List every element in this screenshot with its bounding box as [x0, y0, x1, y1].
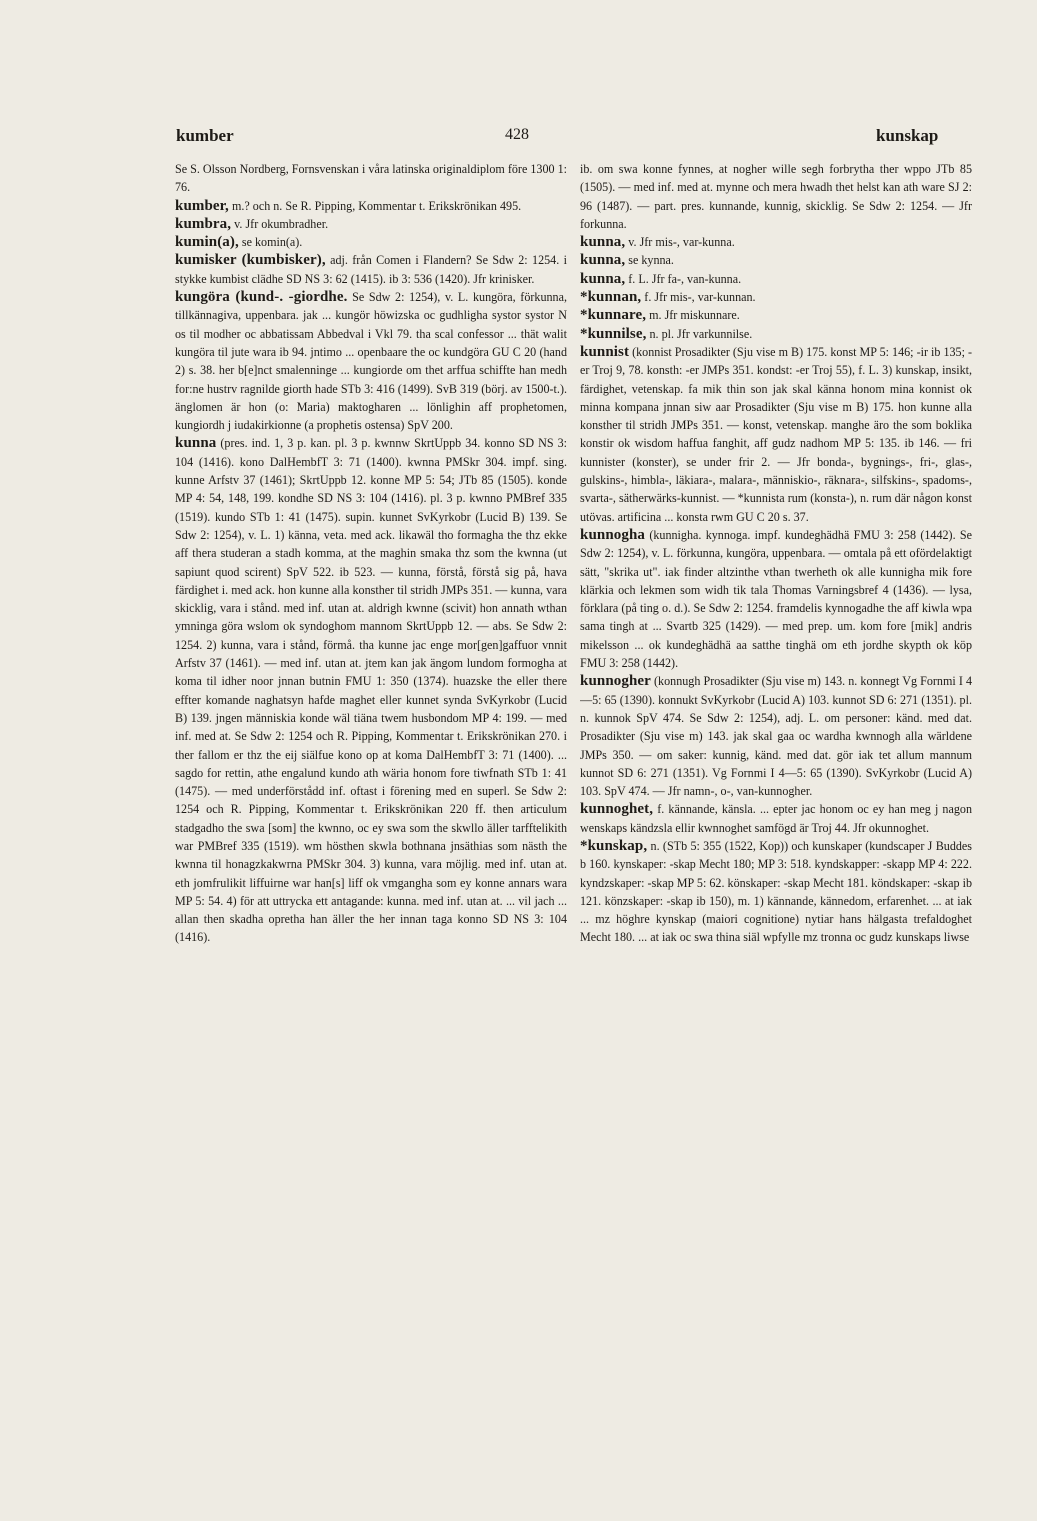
- entry: [580, 672, 972, 800]
- entry-headword: kungöra (kund-. -giordhe.: [175, 289, 348, 306]
- entry-text: ib. om swa konne fynnes, at nogher wille segh forbrytha ther wppo JTb 85 (1505). — med inf. med at. mynne och mera hwadh thet helst kan ath ware SJ 2: 96 (1487). — part. pres. kunnande, kunnig, skicklig. Se Sdw 2: 1254. — Jfr forkunna.: [580, 162, 972, 231]
- entry: [580, 800, 972, 837]
- entry-headword: kunnogha: [580, 526, 646, 543]
- entry: [580, 306, 972, 324]
- entry-headword: kumisker (kumbisker),: [175, 252, 326, 269]
- left-guide-word: kumber: [176, 126, 234, 145]
- entry-headword: kunnist: [580, 343, 630, 360]
- page-number: 428: [505, 126, 529, 143]
- entry: [580, 160, 972, 233]
- entry: [175, 215, 567, 233]
- entry-headword: *kunnan,: [580, 289, 642, 306]
- entry: [580, 251, 972, 269]
- entry: [175, 251, 567, 288]
- entry-text: v. Jfr okumbradher.: [234, 216, 329, 231]
- entry-headword: kunna,: [580, 234, 626, 251]
- entry-text: (kunnigha. kynnoga. impf. kundeghädhä FMU 3: 258 (1442). Se Sdw 2: 1254), v. L. förkunna, kungöra, uppenbara. — omtala på ett ofördelaktigt sätt, "skrika ut". iak finder altzinthe vthan twerheth ok alle kunnigha mik fore klärkia och lekmen som widh tik tala Thomas Varningsbref 4 (1436). — lysa, förklara (på ting o. d.). Se Sdw 2: 1254. framdelis kynnogadhe the aff kiwla wpa sama tingh at ... Svartb 325 (1429). — med prep. um. kom fore [mik] andris mikelsson ... ok kundeghädhä aa satthe tinghä om eth jordhe skypth ok köp FMU 3: 258 (1442).: [580, 527, 972, 671]
- entry-headword: *kunnare,: [580, 307, 647, 324]
- entry-headword: kunnogher: [580, 673, 651, 690]
- entry-text: f. L. Jfr fa-, van-kunna.: [628, 271, 742, 286]
- entry: [580, 270, 972, 288]
- entry-text: n. pl. Jfr varkunnilse.: [649, 326, 753, 341]
- entry-text: f. Jfr mis-, var-kunnan.: [644, 290, 756, 305]
- entry-text: Se Sdw 2: 1254), v. L. kungöra, förkunna, tillkännagiva, uppenbara. jak ... kungör höwizska oc gudhligha systor systor N os til modher oc abbatissam Abbedval i Vkl 79. tha scal confessor ... thät walit kungöra til jute wara ib 94. jntimo ... openbaare the oc kundgöra GU C 20 (hand 2) s. 38. her b[e]nct smalenninge ... kungiorde om thet arffua schiffte han medh for:ne hustrv ragnilde giorth hade STb 3: 416 (1499). SvB 319 (börj. av 1500-t.). änglomen är hon (o: Maria) maktogharen ... lönlighin aff prophetomen, kungiordh j iudakirkionne (a prophetis ostensa) SpV 200.: [175, 290, 567, 433]
- entry: [175, 434, 567, 946]
- entry: [175, 288, 567, 434]
- entry-text: m.? och n. Se R. Pipping, Kommentar t. Erikskrönikan 495.: [231, 198, 522, 213]
- entry-text: Se S. Olsson Nordberg, Fornsvenskan i våra latinska originaldiplom före 1300 1: 76.: [175, 162, 567, 195]
- right-guide-word: kunskap: [876, 126, 939, 145]
- entry-headword: *kunnilse,: [580, 325, 647, 342]
- right-column: [580, 160, 972, 1360]
- entry-text: adj. från Comen i Flandern? Se Sdw 2: 1254. i stykke kumbist clädhe SD NS 3: 62 (1415). ib 3: 536 (1420). Jfr krinisker.: [175, 253, 567, 286]
- entry-headword: *kunskap,: [580, 837, 648, 854]
- entry-text: (konnist Prosadikter (Sju vise m B) 175. konst MP 5: 146; -ir ib 135; -er Troj 9, 78. konsth: -er JMPs 351. kondst: -er Troj 55), f. L. 3) kunskap, insikt, färdighet, vetenskap. fa mik thin son jak skal känna honom mina konnist ok minna kompana jnnan siw aar Prosadikter (Sju vise m B) 175. hon kunne alla konsther til stridh JMPs 351. — konst, vetenskap. manghe äro the som boklika konstir ok wisdom haffua fanghit, aff gudz nadhom MP 5: 135. ib 146. — fri kunnister (konster), se under frir 2. — Jfr bonda-, bygnings-, fri-, glas-, gulskins-, himbla-, läkiara-, malara-, människio-, räknara-, silfskins-, spadoms-, svarta-, sätherwärks-kunnist. — *kunnista rum (konsta-), n. rum där någon konst utövas. artificina ... konsta rwm GU C 20 s. 37.: [580, 344, 972, 524]
- entry: [580, 837, 972, 947]
- entry-text: se kynna.: [628, 253, 674, 268]
- entry: [175, 160, 567, 197]
- entry-headword: kunnoghet,: [580, 801, 654, 818]
- left-column: [175, 160, 567, 1360]
- page-header: [0, 120, 1037, 150]
- entry: [580, 288, 972, 306]
- entry: [580, 325, 972, 343]
- entry: [175, 197, 567, 215]
- entry-text: v. Jfr mis-, var-kunna.: [628, 235, 735, 250]
- entry-headword: kumbra,: [175, 215, 232, 232]
- entry: [175, 233, 567, 251]
- entry-headword: kumin(a),: [175, 234, 239, 251]
- entry-text: m. Jfr miskunnare.: [649, 308, 740, 323]
- entry-headword: kunna,: [580, 270, 626, 287]
- entry-text: (konnugh Prosadikter (Sju vise m) 143. n. konnegt Vg Fornmi I 4—5: 65 (1390). konnukt SvKyrkobr (Lucid A) 103. kunnot SD 6: 271 (1351). pl. n. kunnok SpV 474. Se Sdw 2: 1254), adj. L. om personer: känd. med dat. Prosadikter (Sju vise m) 143. jak skal gaa oc wardha kwnnogh alla wärldene JMPs 350. — om saker: kunnig, känd. med dat. gör iak tet allum mannum kunnot SD 6: 271 (1351). Vg Fornmi I 4—5: 65 (1390). SvKyrkobr (Lucid A) 103. SpV 474. — Jfr namn-, o-, van-kunnogher.: [580, 674, 972, 799]
- entry-headword: kunna: [175, 435, 217, 452]
- entry-headword: kunna,: [580, 252, 626, 269]
- entry: [580, 343, 972, 526]
- entry-text: f. kännande, känsla. ... epter jac honom oc ey han meg j nagon wenskaps kändzsla ellir kwnnoghet samfögd är Troj 44. Jfr okunnoghet.: [580, 802, 972, 835]
- entry: [580, 233, 972, 251]
- entry-text: (pres. ind. 1, 3 p. kan. pl. 3 p. kwnnw SkrtUppb 34. konno SD NS 3: 104 (1416). kono DalHembfT 3: 71 (1400). kwnna PMSkr 304. impf. sing. kunne Arfstv 37 (1461); SkrtUppb 12. konne MP 5: 54; JTb 85 (1505). konde MP 4: 54, 148, 199. kondhe SD NS 3: 104 (1416). pl. 3 p. kwnno PMBref 335 (1519). kundo STb 1: 41 (1475). supin. kunnet SvKyrkobr (Lucid B) 139. Se Sdw 2: 1254), v. L. 1) känna, veta. med ack. likawäl tho formagha the thz ekke aff thera studeran a stadh komma, at the maghin smaka thz som the kwnna (ut sapiunt quod scirent) SpV 522. ib 523. — kunna, förstå, förstå sig på, hava färdighet i. med ack. hon kunne alla konsther til stridh JMPs 351. — kunna, vara skicklig, vara i stånd. med inf. utan at. aldrigh kwnne (scivit) hon annath wthan ymninga göra wslom ok syndoghom mannom SkrtUppb 12. — abs. Se Sdw 2: 1254. 2) kunna, vara i stånd, förmå. tha kunne jac enge mor[gen]gaffuor vnnit Arfstv 37 (1461). — med inf. utan at. jtem kan jak ängom lundom formogha at koma til idher noor jnnan butnin FMU 1: 350 (1374). huazske the eller there effter komande naghatsyn hafde maghet eller kunnet synda SvKyrkobr (Lucid B) 139. jngen människia konde wäl tiäna twem husbondom MP 4: 199. — med inf. med at. Se Sdw 2: 1254 och R. Pipping, Kommentar t. Erikskrönikan 270. i ther fallom er thz the eij siälfue kono op at koma DalHembfT 3: 71 (1400). ... sagdo for rettin, athe engalund kundo ath wäria honom fore tiwfnath STb 1: 41 (1475). — med underförstådd inf. oftast i förening med en superl. Se Sdw 2: 1254 och R. Pipping, Kommentar t. Erikskrönikan 220 ff. then articulum stadgadho the swa [som] the kwnno, oc ey swa som the skwllo äller tarfftelikith war PMBref 335 (1519). wm hösthen skwla bothnana jnsäthias som nästh the kwnna til honagzkakwrna PMSkr 304. 3) kunna, vara möjlig. med inf. utan at. eth jomfrulikit liffuirne war han[s] liff ok vmgangha som ey konne annars wara MP 5: 54. 4) för att uttrycka ett antagande: kunna. med inf. utan at. ... vil jach ... allan then skadha opretha han äller the her innan taga konno SD NS 3: 104 (1416).: [175, 436, 567, 945]
- entry-text: se komin(a).: [241, 235, 303, 250]
- entry: [580, 526, 972, 672]
- entry-headword: kumber,: [175, 197, 229, 214]
- entry-text: n. (STb 5: 355 (1522, Kop)) och kunskaper (kundscaper J Buddes b 160. kynskaper: -skap Mecht 180; MP 3: 518. kyndskapper: -skapp MP 4: 222. kyndzskaper: -skap MP 5: 62. könskaper: -skap Mecht 181. köndskaper: -skap ib 121. könzskaper: -skap ib 150), m. 1) kännande, kännedom, erfarenhet. ... at iak ... mz höghre kynskap (maiori cognitione) nytiar hans hälgasta trefaldoghet Mecht 180. ... at iak oc swa thina siäl wpfylle mz tronna oc gudz kunskaps liwse: [580, 838, 972, 945]
